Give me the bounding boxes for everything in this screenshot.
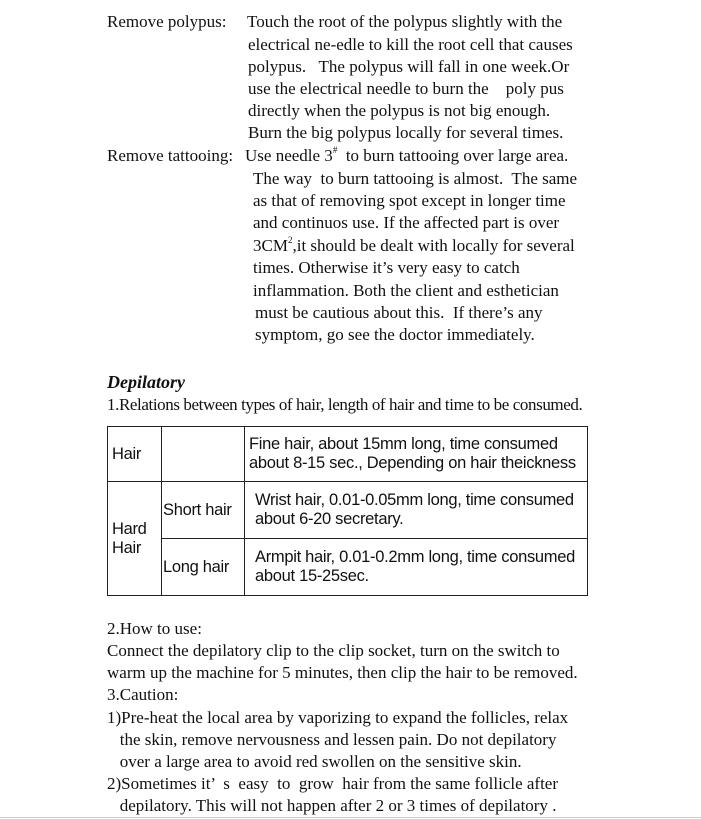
polypus-line: use the electrical needle to burn the poly pus — [248, 79, 564, 98]
body-line: Connect the depilatory clip to the clip socket, turn on the switch to — [107, 641, 560, 660]
cell-empty — [162, 427, 245, 482]
tattooing-line: symptom, go see the doctor immediately. — [255, 325, 535, 344]
polypus-label: Remove polypus: — [107, 12, 227, 31]
tattooing-line — [253, 236, 575, 256]
body-line: 1)Pre-heat the local area by vaporizing to expand the follicles, relax — [107, 708, 569, 727]
tattooing-line: The way to burn tattooing is almost. The same — [253, 169, 578, 188]
tattooing-line: as that of removing spot except in longer time — [253, 191, 566, 210]
tattooing-line: inflammation. Both the client and esthetician — [253, 281, 559, 300]
body-line: depilatory. This will not happen after 2 or 3 times of depilatory . — [107, 796, 557, 815]
cell-short-desc: Wrist hair, 0.01-0.05mm long, time consumed about 6-20 secretary. — [245, 482, 588, 539]
text: Use needle 3 — [245, 146, 333, 165]
body-line: 2)Sometimes it’ s easy to grow hair from the same follicle after — [107, 774, 558, 793]
cell-short: Short hair — [162, 482, 245, 539]
table-row — [108, 427, 588, 482]
polypus-line: polypus. The polypus will fall in one week.Or — [248, 57, 570, 76]
polypus-line: Burn the big polypus locally for several times. — [248, 123, 564, 142]
text: to burn tattooing over large area. — [337, 146, 569, 165]
cell-hard: Hard Hair — [108, 482, 162, 596]
text: 3CM — [253, 236, 288, 255]
tattooing-line: and continuos use. If the affected part is over — [253, 213, 560, 232]
intro-line: 1.Relations between types of hair, length of hair and time to be consumed. — [107, 395, 583, 414]
polypus-line: directly when the polypus is not big enough. — [248, 101, 551, 120]
cell-long: Long hair — [162, 539, 245, 596]
section-heading: Depilatory — [107, 372, 185, 392]
tattooing-label: Remove tattooing: — [107, 146, 234, 165]
superscript: 2 — [287, 235, 293, 245]
body-line: warm up the machine for 5 minutes, then clip the hair to be removed. — [107, 663, 578, 682]
body-line: over a large area to avoid red swollen on the sensitive skin. — [107, 752, 522, 771]
hair-table — [107, 426, 588, 596]
tattooing-line: times. Otherwise it’s very easy to catch — [253, 258, 520, 277]
body-line: 2.How to use: — [107, 619, 202, 638]
text: ,it should be dealt with locally for several — [292, 236, 575, 255]
table-row — [108, 482, 588, 539]
cell-hair: Hair — [108, 427, 162, 482]
table-row — [108, 539, 588, 596]
page-edge-divider — [0, 817, 701, 818]
superscript: # — [332, 145, 338, 155]
polypus-line: electrical ne-edle to kill the root cell that causes — [248, 35, 573, 54]
polypus-line: Touch the root of the polypus slightly with the — [247, 12, 563, 31]
tattooing-line: must be cautious about this. If there’s any — [255, 303, 543, 322]
cell-long-desc: Armpit hair, 0.01-0.2mm long, time consumed about 15-25sec. — [245, 539, 588, 596]
tattooing-line — [245, 146, 568, 166]
body-line: the skin, remove nervousness and lessen pain. Do not depilatory — [107, 730, 557, 749]
body-line: 3.Caution: — [107, 685, 179, 704]
cell-fine: Fine hair, about 15mm long, time consumed about 8-15 sec., Depending on hair theickness — [245, 427, 588, 482]
